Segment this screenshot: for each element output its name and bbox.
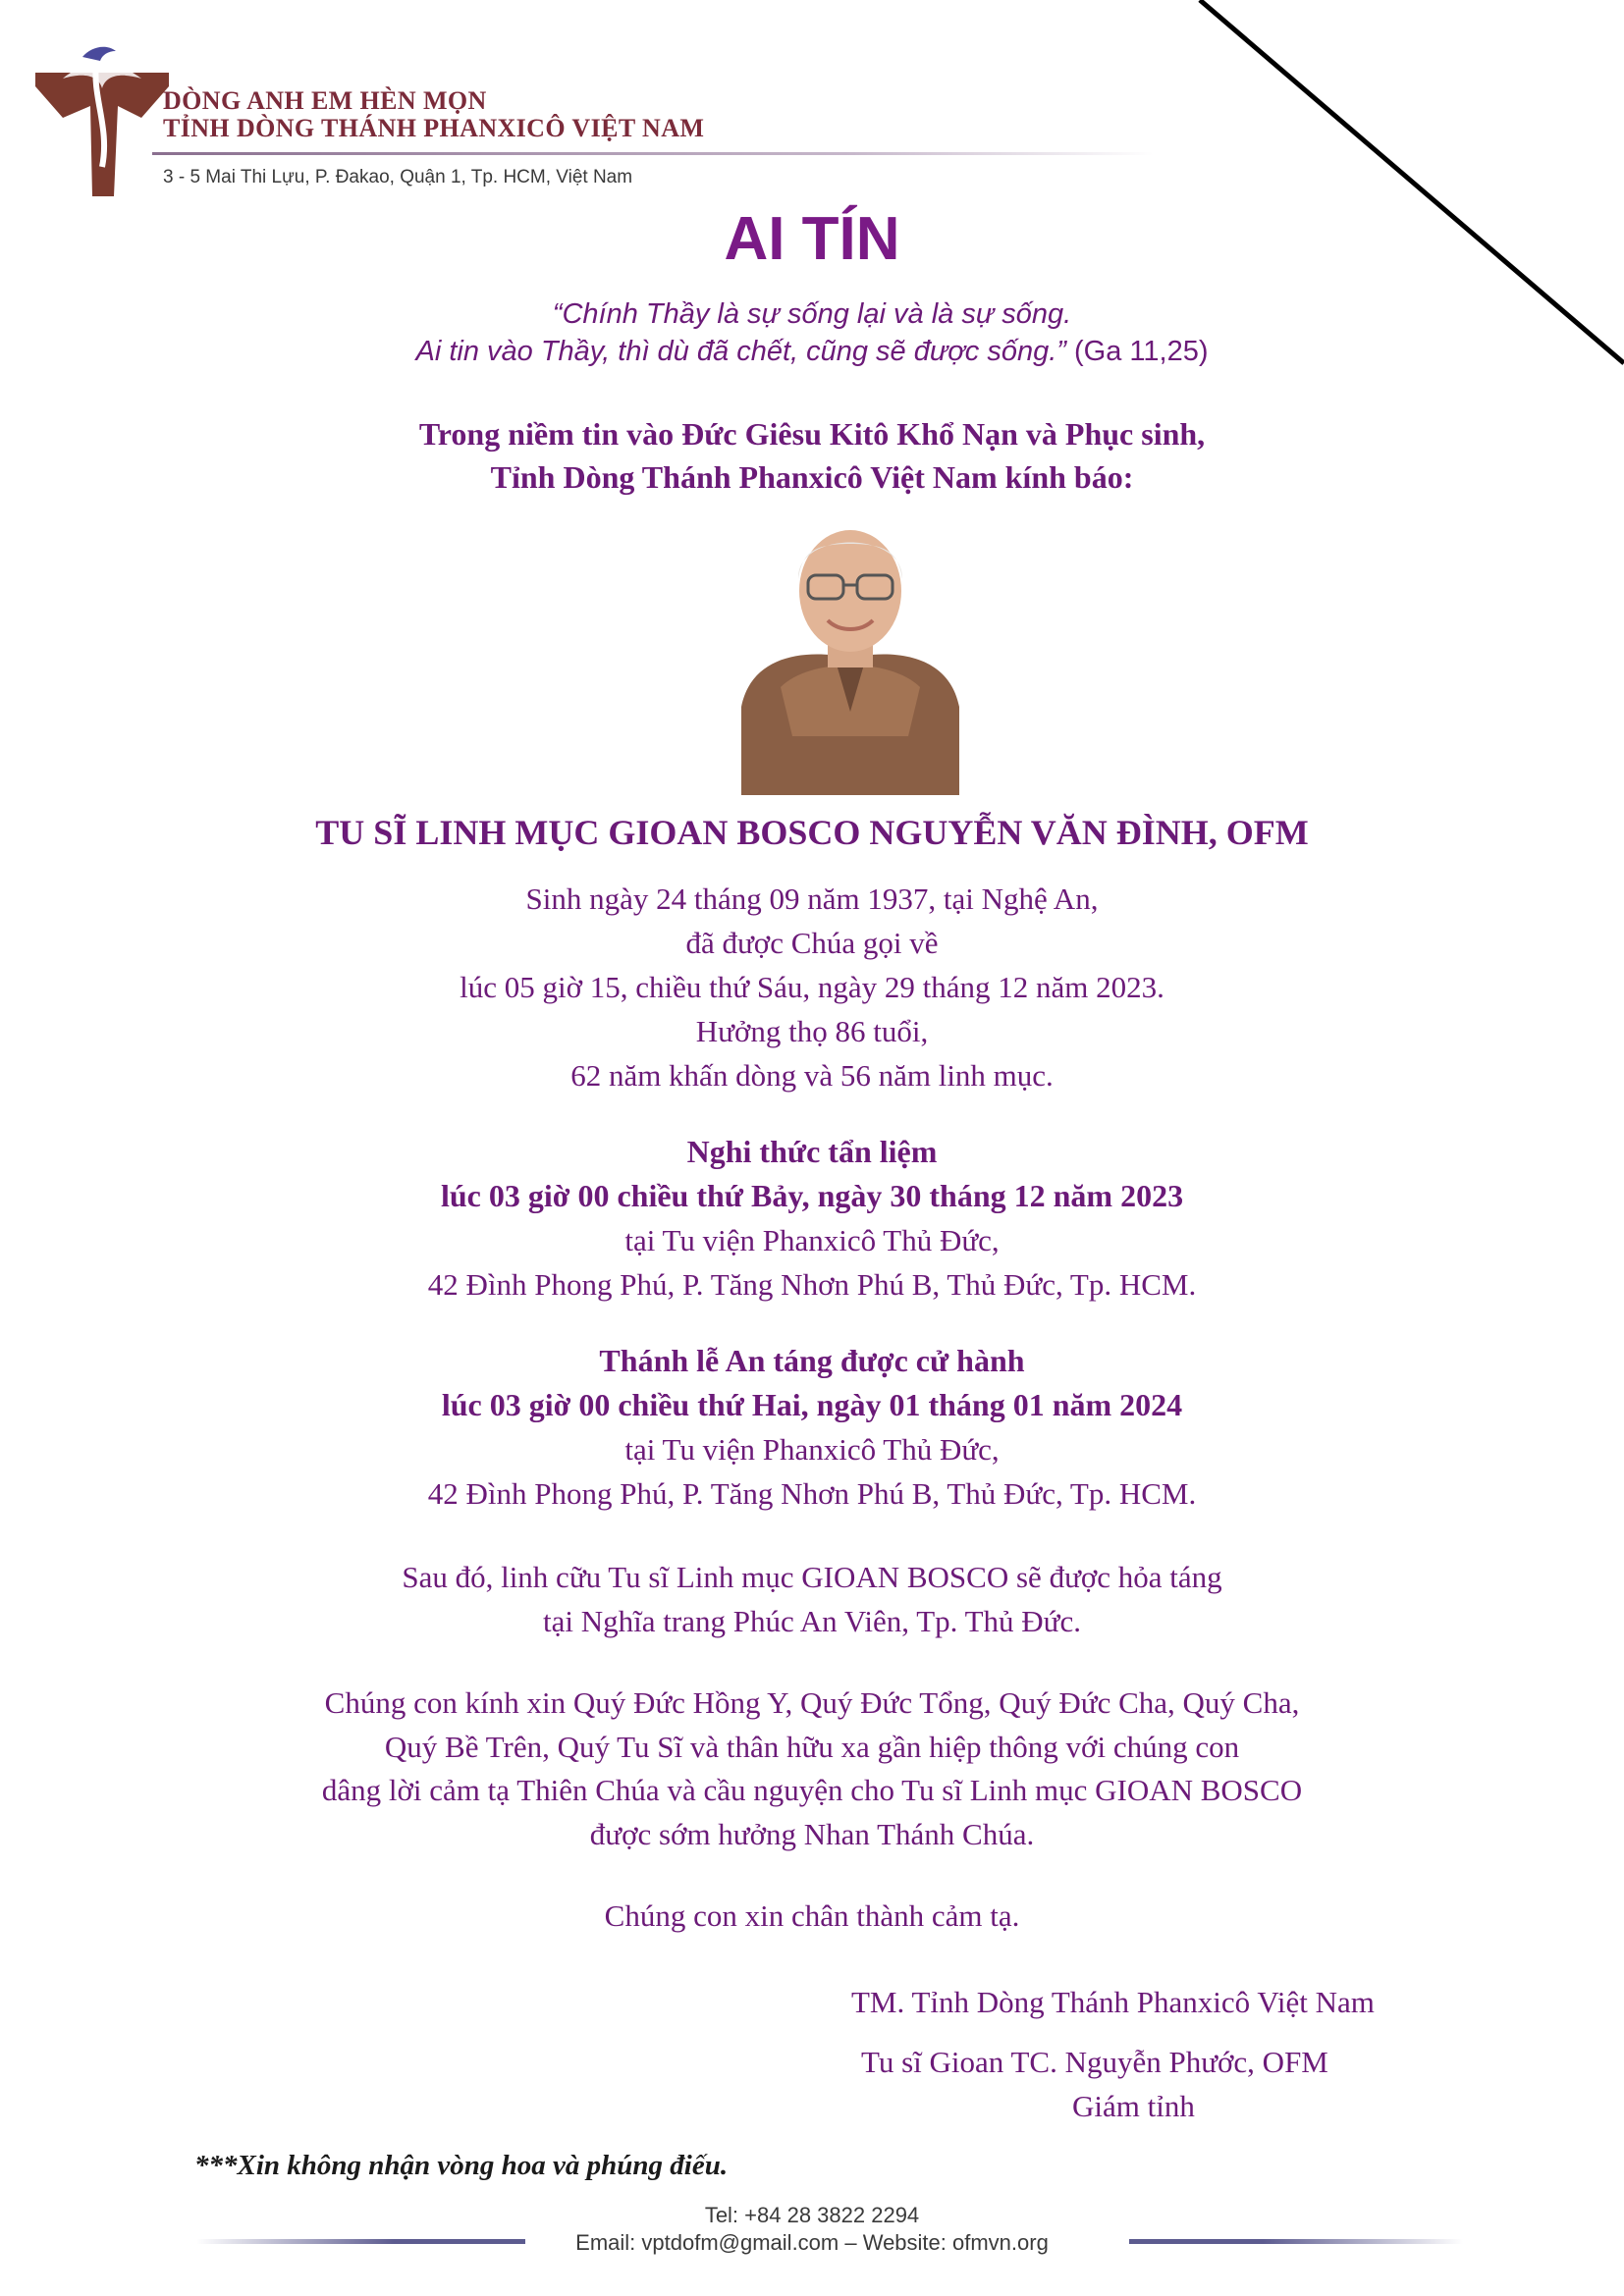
bio-line-4: Hưởng thọ 86 tuổi, xyxy=(695,1014,929,1048)
request-line1: Chúng con kính xin Quý Đức Hồng Y, Quý Đức Tổng, Quý Đức Cha, Quý Cha, xyxy=(324,1685,1300,1720)
intro-line1: Trong niềm tin vào Đức Giêsu Kitô Khổ Nạn và Phục sinh, xyxy=(418,416,1206,452)
signature-role: Giám tỉnh xyxy=(1072,2089,1195,2123)
encoffining-address: 42 Đình Phong Phú, P. Tăng Nhơn Phú B, Thủ Đức, Tp. HCM. xyxy=(427,1267,1197,1302)
bio-line-1: Sinh ngày 24 tháng 09 năm 1937, tại Nghệ An, xyxy=(525,881,1099,916)
page-title: AI TÍN xyxy=(724,205,900,273)
footer-phone: Tel: +84 28 3822 2294 xyxy=(704,2203,920,2227)
request-line4: được sớm hưởng Nhan Thánh Chúa. xyxy=(589,1817,1035,1851)
deceased-name: TU SĨ LINH MỤC GIOAN BOSCO NGUYỄN VĂN ĐÌNH, OFM xyxy=(315,813,1309,852)
org-name-line1: DÒNG ANH EM HÈN MỌN xyxy=(163,86,487,115)
header-divider xyxy=(152,152,1154,155)
scripture-quote-line2 xyxy=(0,336,1624,368)
encoffining-time: lúc 03 giờ 00 chiều thứ Bảy, ngày 30 tháng 12 năm 2023 xyxy=(440,1178,1184,1213)
cremation-line2: tại Nghĩa trang Phúc An Viên, Tp. Thủ Đức. xyxy=(543,1604,1081,1638)
funeral-mass-heading: Thánh lễ An táng được cử hành xyxy=(599,1343,1025,1378)
funeral-mass-place: tại Tu viện Phanxicô Thủ Đức, xyxy=(624,1432,1000,1467)
request-line2: Quý Bề Trên, Quý Tu Sĩ và thân hữu xa gần hiệp thông với chúng con xyxy=(384,1730,1240,1764)
bio-line-5: 62 năm khấn dòng và 56 năm linh mục. xyxy=(570,1058,1054,1093)
scripture-reference: (Ga 11,25) xyxy=(1065,336,1209,367)
funeral-mass-address: 42 Đình Phong Phú, P. Tăng Nhơn Phú B, Thủ Đức, Tp. HCM. xyxy=(427,1476,1197,1511)
mourning-stripe xyxy=(0,0,1624,393)
intro-line2: Tỉnh Dòng Thánh Phanxicô Việt Nam kính báo: xyxy=(490,459,1134,495)
org-address: 3 - 5 Mai Thi Lựu, P. Đakao, Quận 1, Tp. HCM, Việt Nam xyxy=(163,167,633,187)
request-line3: dâng lời cảm tạ Thiên Chúa và cầu nguyện cho Tu sĩ Linh mục GIOAN BOSCO xyxy=(321,1773,1303,1807)
scripture-quote-text: Ai tin vào Thầy, thì dù đã chết, cũng sẽ được sống.” xyxy=(415,336,1066,367)
encoffining-place: tại Tu viện Phanxicô Thủ Đức, xyxy=(624,1223,1000,1257)
footer-contact: Email: vptdofm@gmail.com – Website: ofmvn.org xyxy=(575,2230,1049,2255)
tau-cross-dove-icon xyxy=(33,39,171,196)
portrait-photo xyxy=(741,510,959,795)
signature-on-behalf: TM. Tỉnh Dòng Thánh Phanxicô Việt Nam xyxy=(851,1985,1375,2019)
bio-line-3: lúc 05 giờ 15, chiều thứ Sáu, ngày 29 tháng 12 năm 2023. xyxy=(460,970,1164,1004)
org-name-line2: TỈNH DÒNG THÁNH PHANXICÔ VIỆT NAM xyxy=(163,114,705,142)
signature-signer: Tu sĩ Gioan TC. Nguyễn Phước, OFM xyxy=(861,2045,1328,2079)
funeral-mass-time: lúc 03 giờ 00 chiều thứ Hai, ngày 01 tháng 01 năm 2024 xyxy=(441,1387,1183,1422)
cremation-line1: Sau đó, linh cữu Tu sĩ Linh mục GIOAN BOSCO sẽ được hỏa táng xyxy=(402,1560,1222,1594)
thanks-line: Chúng con xin chân thành cảm tạ. xyxy=(604,1898,1020,1933)
encoffining-heading: Nghi thức tẩn liệm xyxy=(686,1134,938,1169)
no-flowers-note: ***Xin không nhận vòng hoa và phúng điếu. xyxy=(194,2150,729,2181)
scripture-quote-line1: “Chính Thầy là sự sống lại và là sự sống. xyxy=(552,298,1072,330)
bio-line-2: đã được Chúa gọi về xyxy=(685,926,939,960)
